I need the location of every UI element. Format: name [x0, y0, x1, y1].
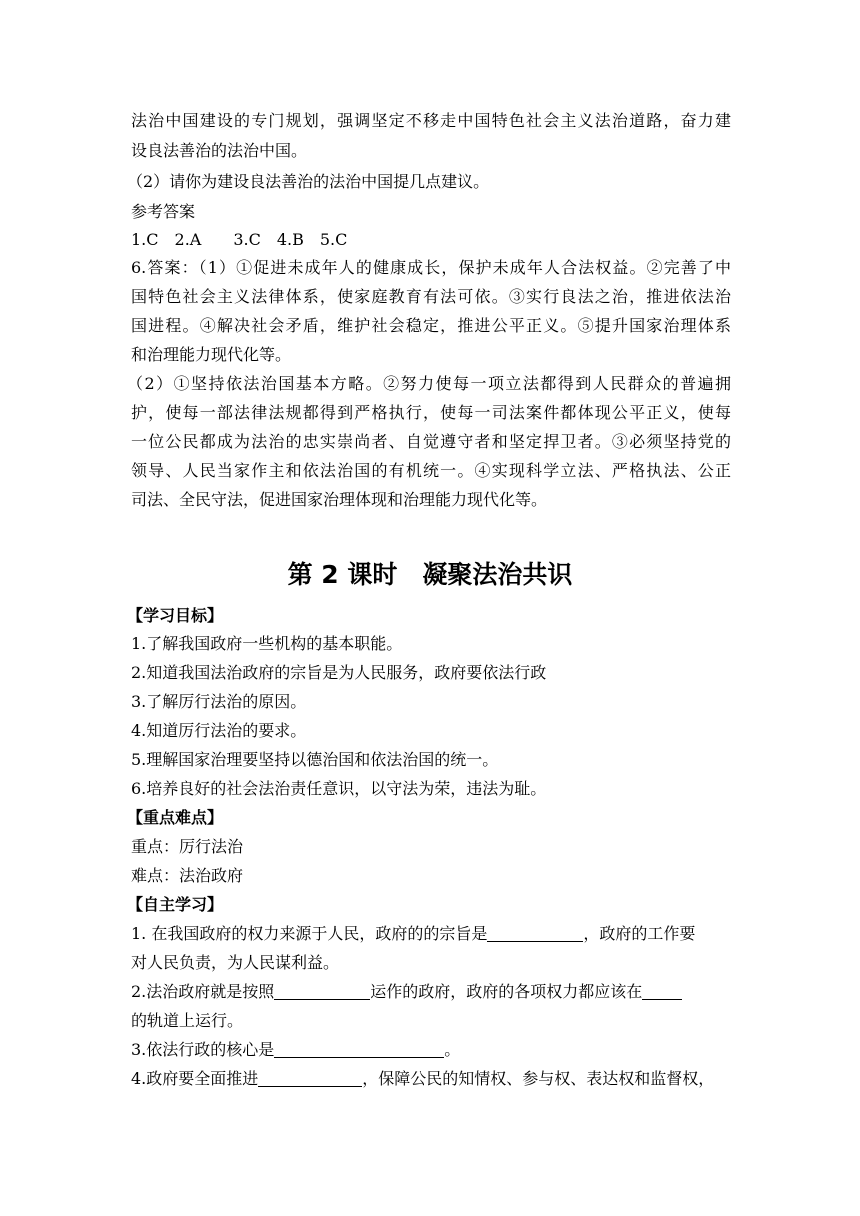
self-study-heading: 【自主学习】	[127, 895, 224, 914]
question-text: 3.依法行政的核心是	[131, 1040, 275, 1059]
fill-question-1-cont: 对人民负责，为人民谋利益。	[131, 953, 340, 972]
answer-6-line-8: 领导、人民当家作主和依法治国的有机统一。④实现科学立法、严格执法、公正	[131, 461, 731, 480]
question-text: 。	[444, 1040, 461, 1059]
answer-6-line-1: 6.答案：（1）①促进未成年人的健康成长，保护未成年人合法权益。②完善了中	[131, 258, 731, 277]
goal-item: 1.了解我国政府一些机构的基本职能。	[131, 634, 403, 653]
question-text: 运作的政府，政府的各项权力都应该在	[370, 982, 643, 1001]
answer-6-line-7: 一位公民都成为法治的忠实崇尚者、自觉遵守者和坚定捍卫者。③必须坚持党的	[131, 432, 731, 451]
question-text: ，保障公民的知情权、参与权、表达权和监督权，	[362, 1069, 715, 1088]
fill-question-1	[131, 924, 695, 944]
goal-item: 5.理解国家治理要坚持以德治国和依法治国的统一。	[131, 750, 499, 769]
goal-item: 4.知道厉行法治的要求。	[131, 721, 307, 740]
answer-6-line-6: 护，使每一部法律法规都得到严格执行，使每一司法案件都体现公平正义，使每	[131, 403, 731, 422]
answer-6-line-3: 国进程。④解决社会矛盾，维护社会稳定，推进公平正义。⑤提升国家治理体系	[131, 316, 731, 335]
goal-item: 2.知道我国法治政府的宗旨是为人民服务，政府要依法行政	[131, 663, 547, 682]
mc-answers: 1.C 2.A 3.C 4.B 5.C	[131, 230, 348, 249]
answers-heading: 参考答案	[131, 202, 196, 221]
goals-heading: 【学习目标】	[127, 606, 224, 625]
answer-6-line-4: 和治理能力现代化等。	[131, 345, 292, 364]
goal-item: 6.培养良好的社会法治责任意识，以守法为荣，违法为耻。	[131, 779, 547, 798]
intro-line-1: 法治中国建设的专门规划，强调坚定不移走中国特色社会主义法治道路，奋力建	[131, 111, 731, 130]
lesson-title: 第 2 课时 凝聚法治共识	[287, 560, 573, 589]
key-point: 重点：厉行法治	[131, 837, 244, 856]
answer-blank[interactable]	[274, 1041, 444, 1058]
answer-blank[interactable]	[258, 1070, 362, 1087]
difficult-point: 难点：法治政府	[131, 866, 244, 885]
fill-question-2	[131, 982, 682, 1002]
intro-line-2: 设良法善治的法治中国。	[131, 141, 308, 160]
question-2: （2）请你为建设良法善治的法治中国提几点建议。	[127, 172, 490, 191]
key-heading: 【重点难点】	[127, 808, 224, 827]
answer-blank[interactable]	[642, 983, 682, 1000]
question-text: 1. 在我国政府的权力来源于人民，政府的的宗旨是	[131, 924, 488, 943]
fill-question-3	[131, 1040, 460, 1060]
question-text: 4.政府要全面推进	[131, 1069, 259, 1088]
answer-6-line-9: 司法、全民守法，促进国家治理体现和治理能力现代化等。	[131, 490, 548, 509]
question-text: 2.法治政府就是按照	[131, 982, 275, 1001]
question-text: ，政府的工作要	[583, 924, 696, 943]
goal-item: 3.了解厉行法治的原因。	[131, 692, 307, 711]
fill-question-2-cont: 的轨道上运行。	[131, 1011, 244, 1030]
answer-blank[interactable]	[487, 925, 583, 942]
answer-blank[interactable]	[274, 983, 370, 1000]
fill-question-4	[131, 1069, 714, 1089]
answer-6-line-2: 国特色社会主义法律体系，使家庭教育有法可依。③实行良法之治，推进依法治	[131, 287, 731, 306]
answer-6-line-5: （2）①坚持依法治国基本方略。②努力使每一项立法都得到人民群众的普遍拥	[127, 374, 731, 393]
